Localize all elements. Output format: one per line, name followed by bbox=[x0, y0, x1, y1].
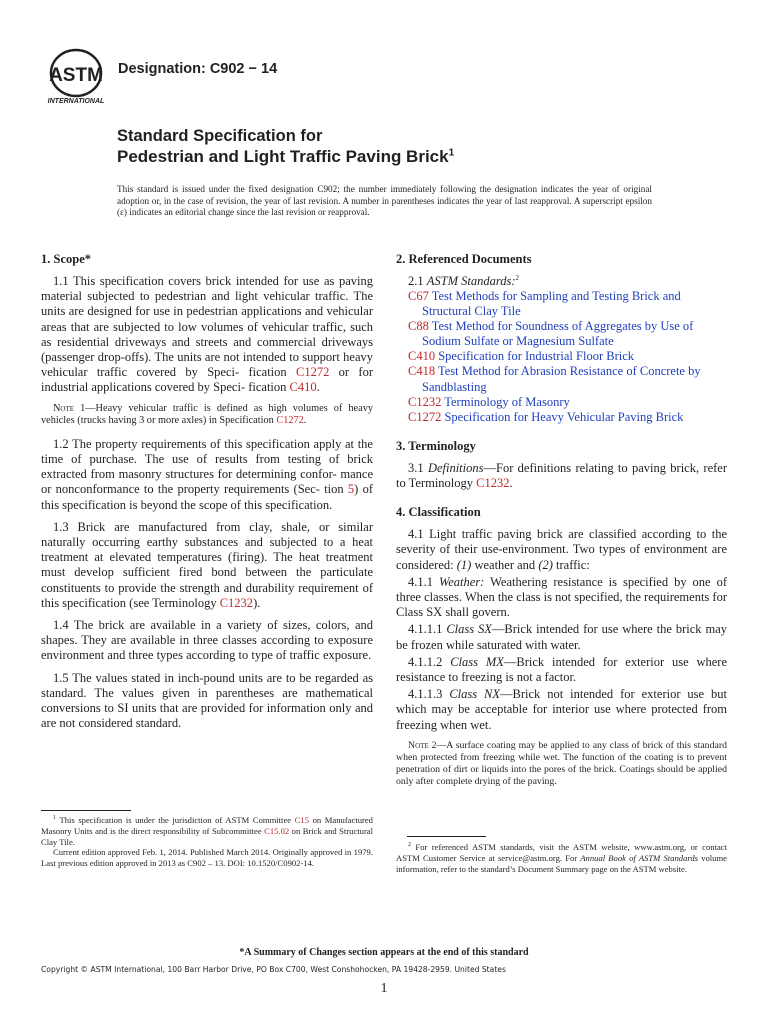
footnote-1-text-a: This specification is under the jurisdiction of ASTM Committee bbox=[56, 815, 295, 825]
para-1-1-text-c: . bbox=[316, 380, 320, 395]
para-4-1-1-2-term: Class MX bbox=[450, 654, 504, 669]
ref-title[interactable]: Test Method for Abrasion Resistance of Concrete by Sandblasting bbox=[422, 364, 701, 394]
logo-subtext: INTERNATIONAL bbox=[47, 98, 105, 105]
title-line-1: Standard Specification for bbox=[117, 127, 323, 145]
link-c1232[interactable]: C1232 bbox=[219, 595, 254, 610]
para-3-1-text-a: —For definitions relating to paving brick, refer to Terminology bbox=[396, 460, 727, 491]
ref-item[interactable] bbox=[396, 364, 727, 394]
para-4-1-1-3-term: Class NX bbox=[449, 687, 501, 702]
footnote-2-text-b: volume information, refer to the standard’s Document Summary page on the ASTM website. bbox=[396, 852, 727, 874]
right-column bbox=[396, 251, 727, 797]
para-4-1-1-2 bbox=[396, 655, 727, 685]
link-c1272-note[interactable]: C1272 bbox=[276, 415, 304, 427]
astm-logo-icon bbox=[42, 48, 110, 106]
para-4-1-italic-1: (1) bbox=[456, 557, 472, 572]
footnote-1-marker: 1 bbox=[53, 815, 56, 822]
link-c1232-terminology[interactable]: C1232 bbox=[476, 476, 510, 491]
para-1-2-text-a: 1.2 The property requirements of this specification apply at the time of purchase. The use of results from testing of brick extracted from masonry structures for determining confor- mance or nonconformance to the property requirements (Sec- tion bbox=[41, 436, 373, 497]
logo-text: ASTM bbox=[49, 65, 103, 86]
footnote-1-text-c: on Brick and Structural Clay Tile. bbox=[41, 825, 374, 847]
note-1 bbox=[41, 403, 373, 428]
note-2-label: Note bbox=[408, 739, 429, 751]
ref-sub-title: ASTM Standards: bbox=[426, 274, 516, 288]
left-column bbox=[41, 251, 373, 738]
para-4-1-1-term: Weather: bbox=[438, 574, 485, 589]
classification-heading: 4. Classification bbox=[396, 505, 481, 520]
para-1-2 bbox=[41, 437, 373, 513]
para-4-1 bbox=[396, 527, 727, 573]
ref-item[interactable] bbox=[396, 410, 727, 425]
para-1-5: 1.5 The values stated in inch-pound units are to be regarded as standard. The values given in parentheses are mathematical conversions to SI units that are provided for information only and are not considered standard. bbox=[41, 670, 373, 731]
link-section-5[interactable]: 5 bbox=[347, 482, 355, 497]
para-4-1-1-1-num: 4.1.1.1 bbox=[408, 622, 447, 637]
para-1-1 bbox=[41, 274, 373, 396]
para-4-1-1-3-num: 4.1.1.3 bbox=[408, 687, 450, 702]
para-4-1-1-1-term: Class SX bbox=[446, 622, 492, 637]
para-4-1-italic-2: (2) bbox=[538, 557, 553, 572]
para-3-1-num: 3.1 bbox=[408, 460, 428, 475]
footnote-2-book-title: Annual Book of ASTM Standards bbox=[580, 852, 699, 863]
footnote-1-para-2: Current edition approved Feb. 1, 2014. Published March 2014. Originally approved in 1979. Last previous edition approved in 2013 as C902 – 13. DOI: 10.1520/C0902-14. bbox=[41, 847, 373, 869]
scope-heading: 1. Scope* bbox=[41, 252, 91, 266]
footnote-1-text-b: on Manufactured Masonry Units and is the direct responsibility of Subcommittee bbox=[41, 815, 373, 836]
terminology-heading: 3. Terminology bbox=[396, 438, 476, 453]
copyright-line: Copyright © ASTM International, 100 Barr Harbor Drive, PO Box C700, West Conshohocken, PA 19428-2959. United States bbox=[41, 965, 506, 974]
para-1-4: 1.4 The brick are available in a variety of sizes, colors, and shapes. They are available in three classes according to exposure environment and three types according to type of traffic exposure. bbox=[41, 618, 373, 663]
para-1-3 bbox=[41, 520, 373, 611]
para-4-1-1-2-num: 4.1.1.2 bbox=[408, 654, 451, 669]
ref-sub-footnote-ref: 2 bbox=[515, 273, 520, 282]
footnote-1 bbox=[41, 815, 373, 869]
para-1-3-text-b: ). bbox=[253, 595, 261, 610]
para-3-1 bbox=[396, 461, 727, 491]
para-4-1-1-2-text: —Brick intended for exterior use where resistance to freezing is not a factor. bbox=[396, 654, 727, 685]
para-4-1-1-3-text: —Brick not intended for exterior use but which may be acceptable for interior use where protected from freezing when wet. bbox=[396, 687, 727, 732]
ref-code[interactable]: C1272 bbox=[408, 409, 442, 424]
ref-title[interactable]: Specification for Heavy Vehicular Paving Brick bbox=[444, 409, 684, 424]
para-1-1-text-a: 1.1 This specification covers brick intended for use as paving material subjected to pedestrian and light vehicular traffic. The units are designed for use in pedestrian applications and vehicular areas that are subjected to low volumes of vehicular traffic, such as residential driveways and streets and commercial driveways (passenger drop-offs). The units are not intended to support heavy vehicular traffic covered by Speci- fication bbox=[41, 274, 373, 380]
referenced-documents-heading: 2. Referenced Documents bbox=[396, 252, 532, 266]
title-line-2 bbox=[117, 146, 454, 167]
ref-code[interactable]: C418 bbox=[408, 364, 436, 379]
para-3-1-term: Definitions bbox=[427, 460, 484, 475]
ref-title[interactable]: Test Method for Soundness of Aggregates by Use of Sodium Sulfate or Magnesium Sulfate bbox=[422, 319, 694, 349]
para-4-1-1-num: 4.1.1 bbox=[408, 574, 439, 589]
para-4-1-text-a: 4.1 Light traffic paving brick are classified according to the severity of their use-environment. Two types of environment are considered: bbox=[396, 527, 727, 572]
para-1-3-text-a: 1.3 Brick are manufactured from clay, shale, or similar naturally occurring earthy substances and subjected to a heat treatment at elevated temperatures (firing). The heat treatment must develop sufficient fired bond between the particulate constituents to provide the strength and durability requirement of this specification (see Terminology bbox=[41, 519, 373, 610]
astm-standards-subheading bbox=[396, 274, 727, 289]
ref-code[interactable]: C88 bbox=[408, 319, 429, 334]
footnote-2 bbox=[396, 842, 727, 874]
para-4-1-1-3 bbox=[396, 687, 727, 733]
ref-code[interactable]: C67 bbox=[408, 289, 429, 303]
para-1-1-text-b: or for industrial applications covered by Speci- fication bbox=[41, 365, 373, 395]
footnote-2-text-a: For referenced ASTM standards, visit the ASTM website, www.astm.org, or contact ASTM Customer Service at service@astm.org. For bbox=[396, 842, 727, 863]
para-4-1-1 bbox=[396, 575, 727, 621]
ref-title[interactable]: Terminology of Masonry bbox=[444, 394, 570, 409]
designation: Designation: C902 − 14 bbox=[118, 61, 278, 77]
ref-code[interactable]: C1232 bbox=[408, 394, 442, 409]
note-1-label: Note bbox=[53, 402, 75, 414]
ref-code[interactable]: C410 bbox=[408, 349, 436, 364]
ref-item[interactable] bbox=[396, 319, 727, 349]
ref-item[interactable] bbox=[396, 289, 727, 319]
title-text: Pedestrian and Light Traffic Paving Brick bbox=[117, 147, 449, 166]
note-2-text: 2—A surface coating may be applied to any class of brick of this standard when protected from freezing while wet. The function of the coating is to prevent penetration of dirt or liquids into the pores of the brick. Coatings should be applied only after complete drying of the paving. bbox=[396, 739, 727, 787]
footnote-1-para-1 bbox=[41, 815, 373, 847]
issued-statement: This standard is issued under the fixed designation C902; the number immediately following the designation indicates the year of original adoption or, in the case of revision, the year of last revision. A number in parentheses indicates the year of last reapproval. A superscript epsilon (ε) indicates an editorial change since the last revision or reapproval. bbox=[117, 184, 652, 218]
link-subcommittee-c15-02[interactable]: C15.02 bbox=[264, 825, 290, 836]
link-c1272[interactable]: C1272 bbox=[295, 365, 330, 380]
para-4-1-text-b: weather and bbox=[471, 557, 539, 572]
footnote-rule-left bbox=[41, 810, 131, 811]
ref-item[interactable] bbox=[396, 395, 727, 410]
para-4-1-1-text: Weathering resistance is specified by one of three classes. When the class is not specified, the requirements for Class SX shall govern. bbox=[396, 574, 727, 620]
footnote-rule-right bbox=[407, 836, 486, 837]
title-footnote-ref: 1 bbox=[448, 147, 455, 159]
para-4-1-1-1 bbox=[396, 622, 727, 652]
ref-title[interactable]: Test Methods for Sampling and Testing Brick and Structural Clay Tile bbox=[422, 289, 681, 319]
footnote-2-para bbox=[396, 842, 727, 874]
note-1-text-b: . bbox=[303, 415, 307, 427]
summary-of-changes-note: *A Summary of Changes section appears at the end of this standard bbox=[239, 947, 529, 958]
note-2 bbox=[396, 740, 727, 788]
section-gap bbox=[396, 425, 727, 438]
ref-item[interactable] bbox=[396, 349, 727, 364]
page-number: 1 bbox=[380, 981, 388, 996]
ref-title[interactable]: Specification for Industrial Floor Brick bbox=[438, 349, 635, 364]
ref-sub-num: 2.1 bbox=[408, 274, 427, 288]
para-4-1-1-1-text: —Brick intended for use where the brick may be frozen while saturated with water. bbox=[396, 622, 727, 652]
footnote-2-marker: 2 bbox=[408, 842, 411, 849]
note-1-text-a: 1—Heavy vehicular traffic is defined as high volumes of heavy vehicles (trucks having 3 or more axles) in Specification bbox=[41, 402, 373, 427]
para-1-2-text-b: ) of this specification is beyond the scope of this specification. bbox=[41, 482, 373, 512]
para-4-1-text-c: traffic: bbox=[552, 557, 590, 572]
link-committee-c15[interactable]: C15 bbox=[294, 815, 309, 825]
document-title bbox=[117, 126, 454, 167]
link-c410[interactable]: C410 bbox=[289, 380, 317, 395]
para-3-1-text-b: . bbox=[509, 476, 513, 491]
